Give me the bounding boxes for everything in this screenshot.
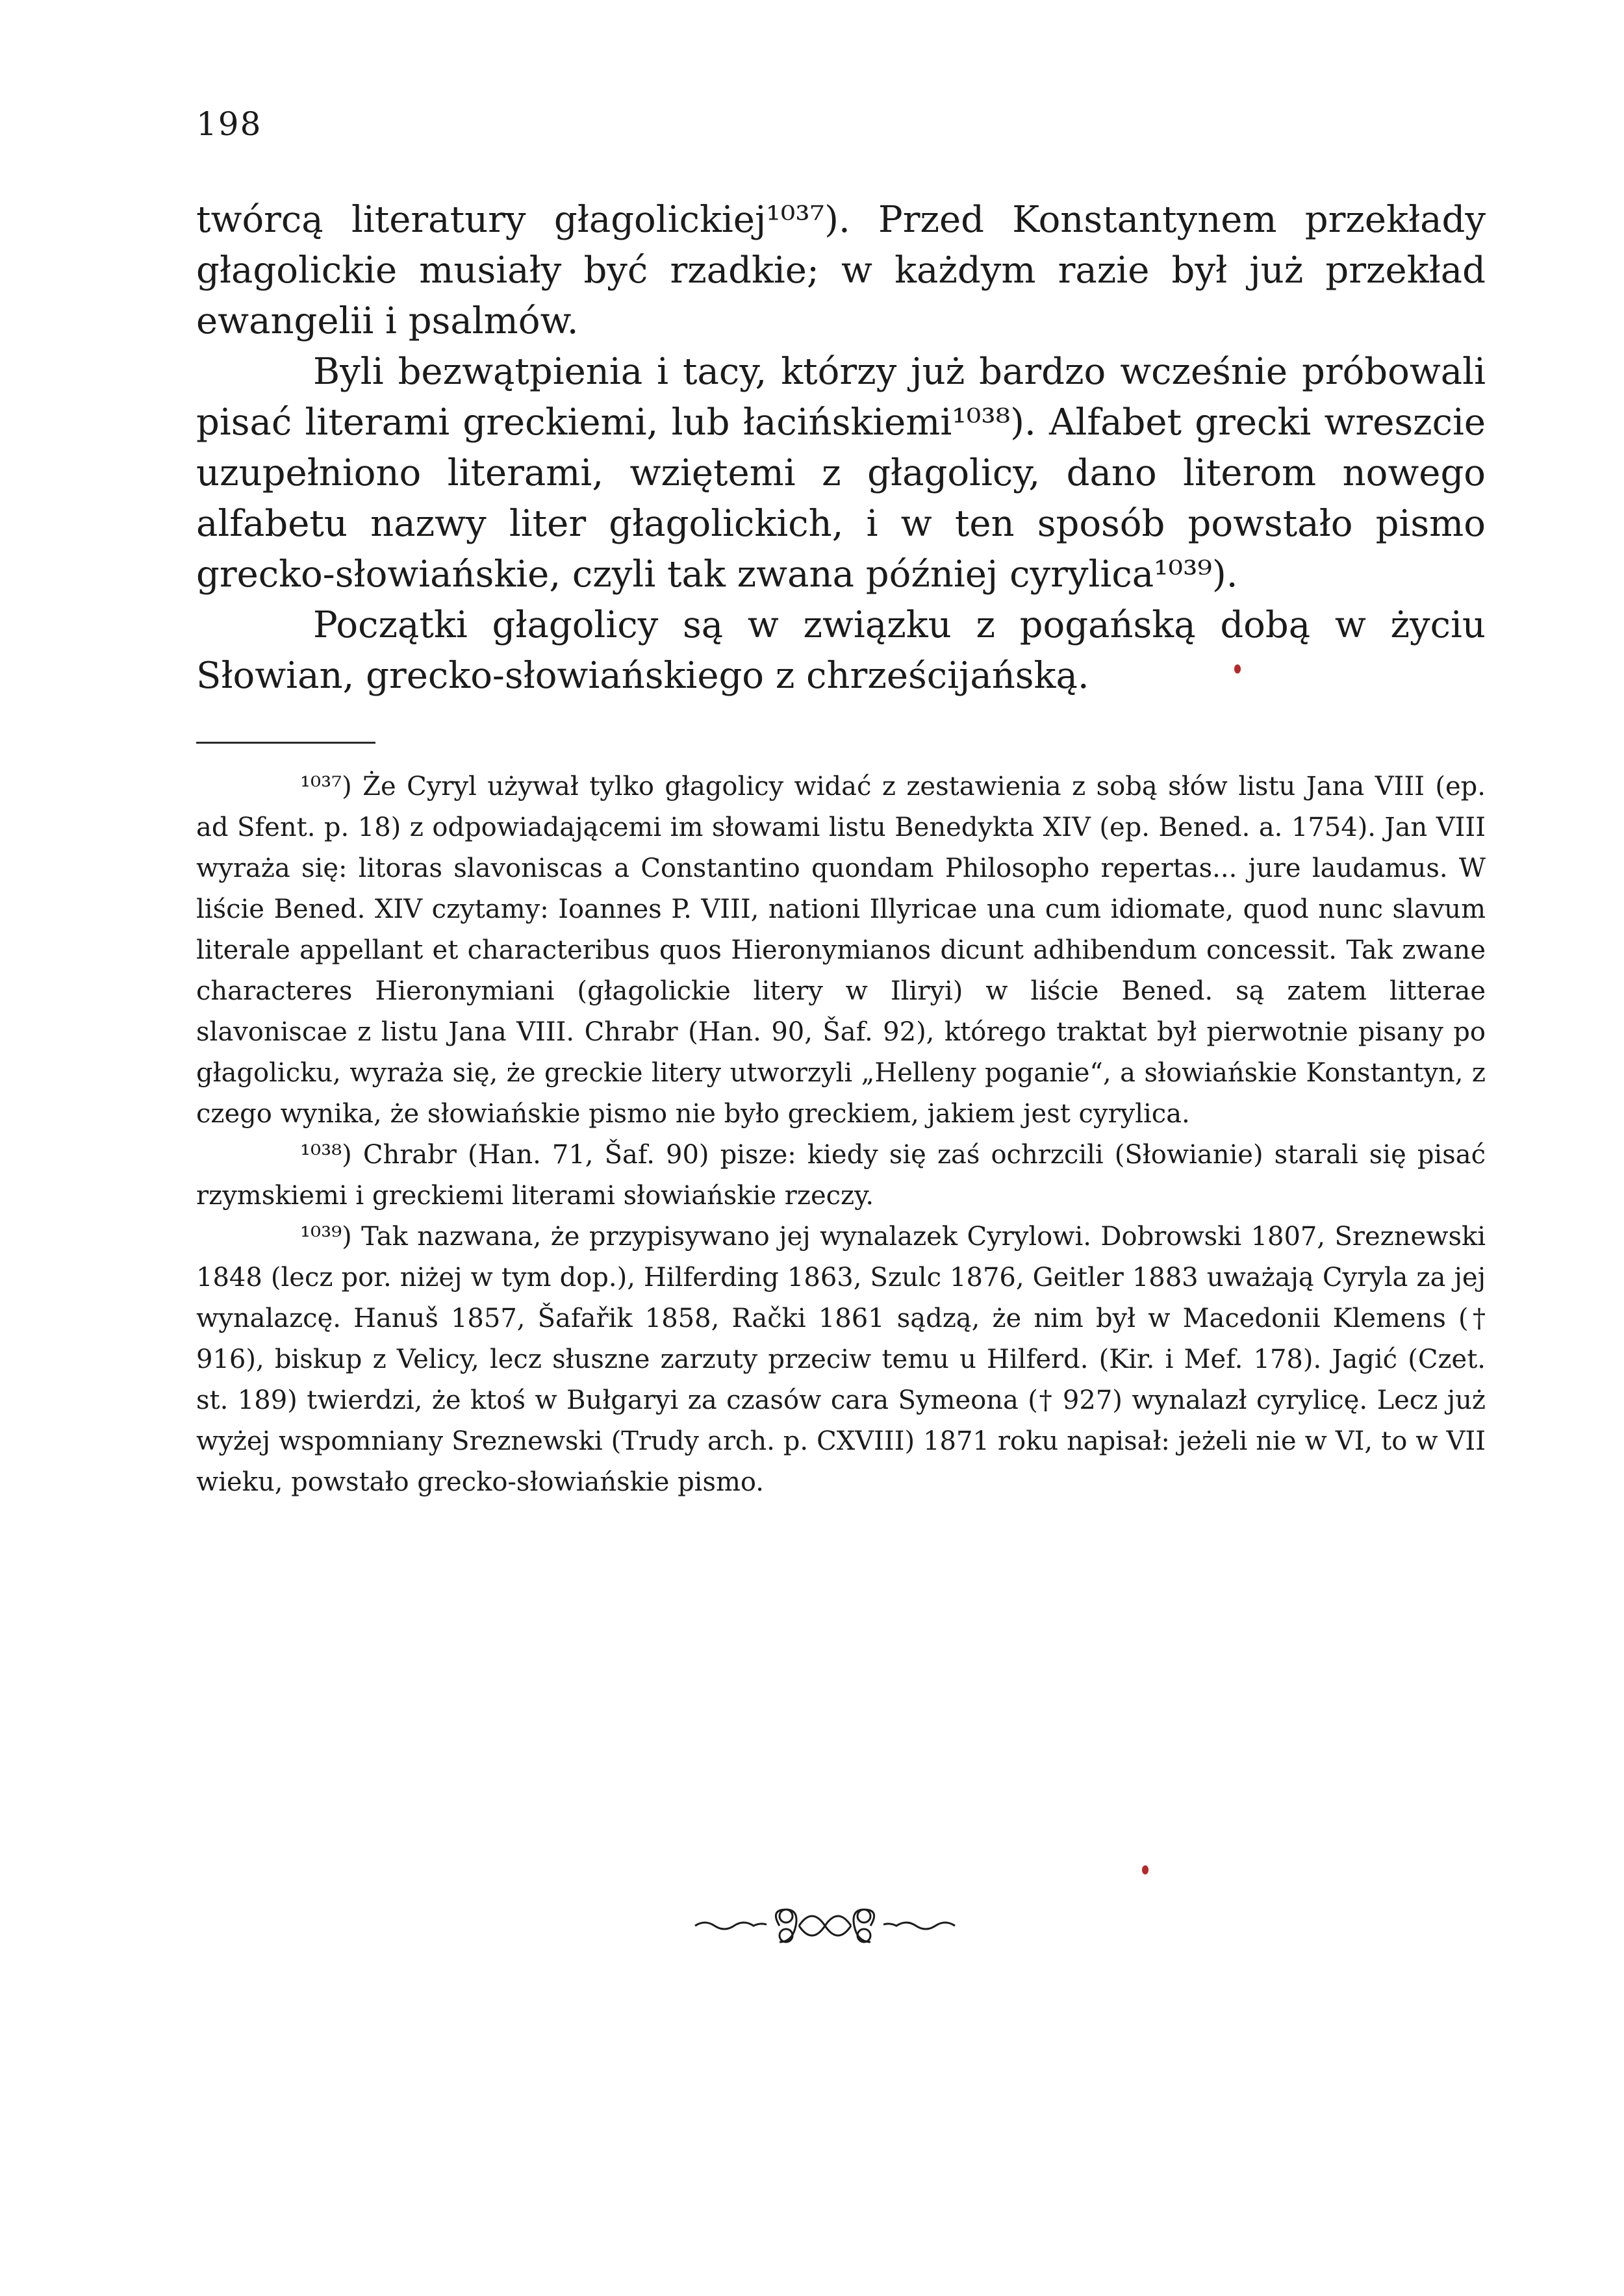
paragraph: Początki głagolicy są w związku z pogańską dobą w życiu Słowian, grecko-słowiańskiego z chrześcijańską. xyxy=(196,604,1486,697)
main-text xyxy=(196,195,1486,701)
ornament-flourish-icon xyxy=(689,1897,961,1955)
footnote-divider xyxy=(196,742,375,744)
ink-speck xyxy=(1234,664,1241,674)
footnote-1038: ¹⁰³⁸) Chrabr (Han. 71, Šaf. 90) pisze: kiedy się zaś ochrzcili (Słowianie) starali się pisać rzymskiemi i greckiemi literami słowiańskie rzeczy. xyxy=(196,1140,1486,1211)
page-number: 198 xyxy=(196,105,262,143)
footnote-1037: ¹⁰³⁷) Że Cyryl używał tylko głagolicy widać z zestawienia z sobą słów listu Jana VIII (ep. ad Sfent. p. 18) z odpowiadającemi im słowami listu Benedykta XIV (ep. Bened. a. 1754). Jan VIII wyraża się: litoras slavoniscas a Constantino quondam Philosopho repertas... jure laudamus. W liście Bened. XIV czytamy: Ioannes P. VIII, nationi Illyricae una cum idiomate, quod nunc slavum literale appellant et characteribus quos Hieronymianos dicunt adhibendum concessit. Tak zwane characteres Hieronymiani (głagolickie litery w Iliryi) w liście Bened. są zatem litterae slavoniscae z listu Jana VIII. Chrabr (Han. 90, Šaf. 92), którego traktat był pierwotnie pisany po głagolicku, wyraża się, że greckie litery utworzyli „Helleny poganie“, a słowiańskie Konstantyn, z czego wynika, że słowiańskie pismo nie było greckiem, jakiem jest cyrylica. xyxy=(196,772,1486,1129)
footnote-1039: ¹⁰³⁹) Tak nazwana, że przypisywano jej wynalazek Cyrylowi. Dobrowski 1807, Sreznewski 1848 (lecz por. niżej w tym dop.), Hilferding 1863, Szulc 1876, Geitler 1883 uważają Cyryla za jej wynalazcę. Hanuš 1857, Šafařik 1858, Rački 1861 sądzą, że nim był w Macedonii Klemens († 916), biskup z Velicy, lecz słuszne zarzuty przeciw temu u Hilferd. (Kir. i Mef. 178). Jagić (Czet. st. 189) twierdzi, że ktoś w Bułgaryi za czasów cara Symeona († 927) wynalazł cyrylicę. Lecz już wyżej wspomniany Sreznewski (Trudy arch. p. CXVIII) 1871 roku napisał: jeżeli nie w VI, to w VII wieku, powstało grecko-słowiańskie pismo. xyxy=(196,1222,1486,1497)
ink-speck xyxy=(1142,1865,1148,1874)
paragraph: twórcą literatury głagolickiej¹⁰³⁷). Przed Konstantynem przekłady głagolickie musiały być rzadkie; w każdym razie był już przekład ewangelii i psalmów. xyxy=(196,199,1486,342)
footnotes xyxy=(196,766,1486,1503)
paragraph: Byli bezwątpienia i tacy, którzy już bardzo wcześnie próbowali pisać literami greckiemi, lub łacińskiemi¹⁰³⁸). Alfabet grecki wreszcie uzupełniono literami, wziętemi z głagolicy, dano literom nowego alfabetu nazwy liter głagolickich, i w ten sposób powstało pismo grecko-słowiańskie, czyli tak zwana później cyrylica¹⁰³⁹). xyxy=(196,351,1486,596)
